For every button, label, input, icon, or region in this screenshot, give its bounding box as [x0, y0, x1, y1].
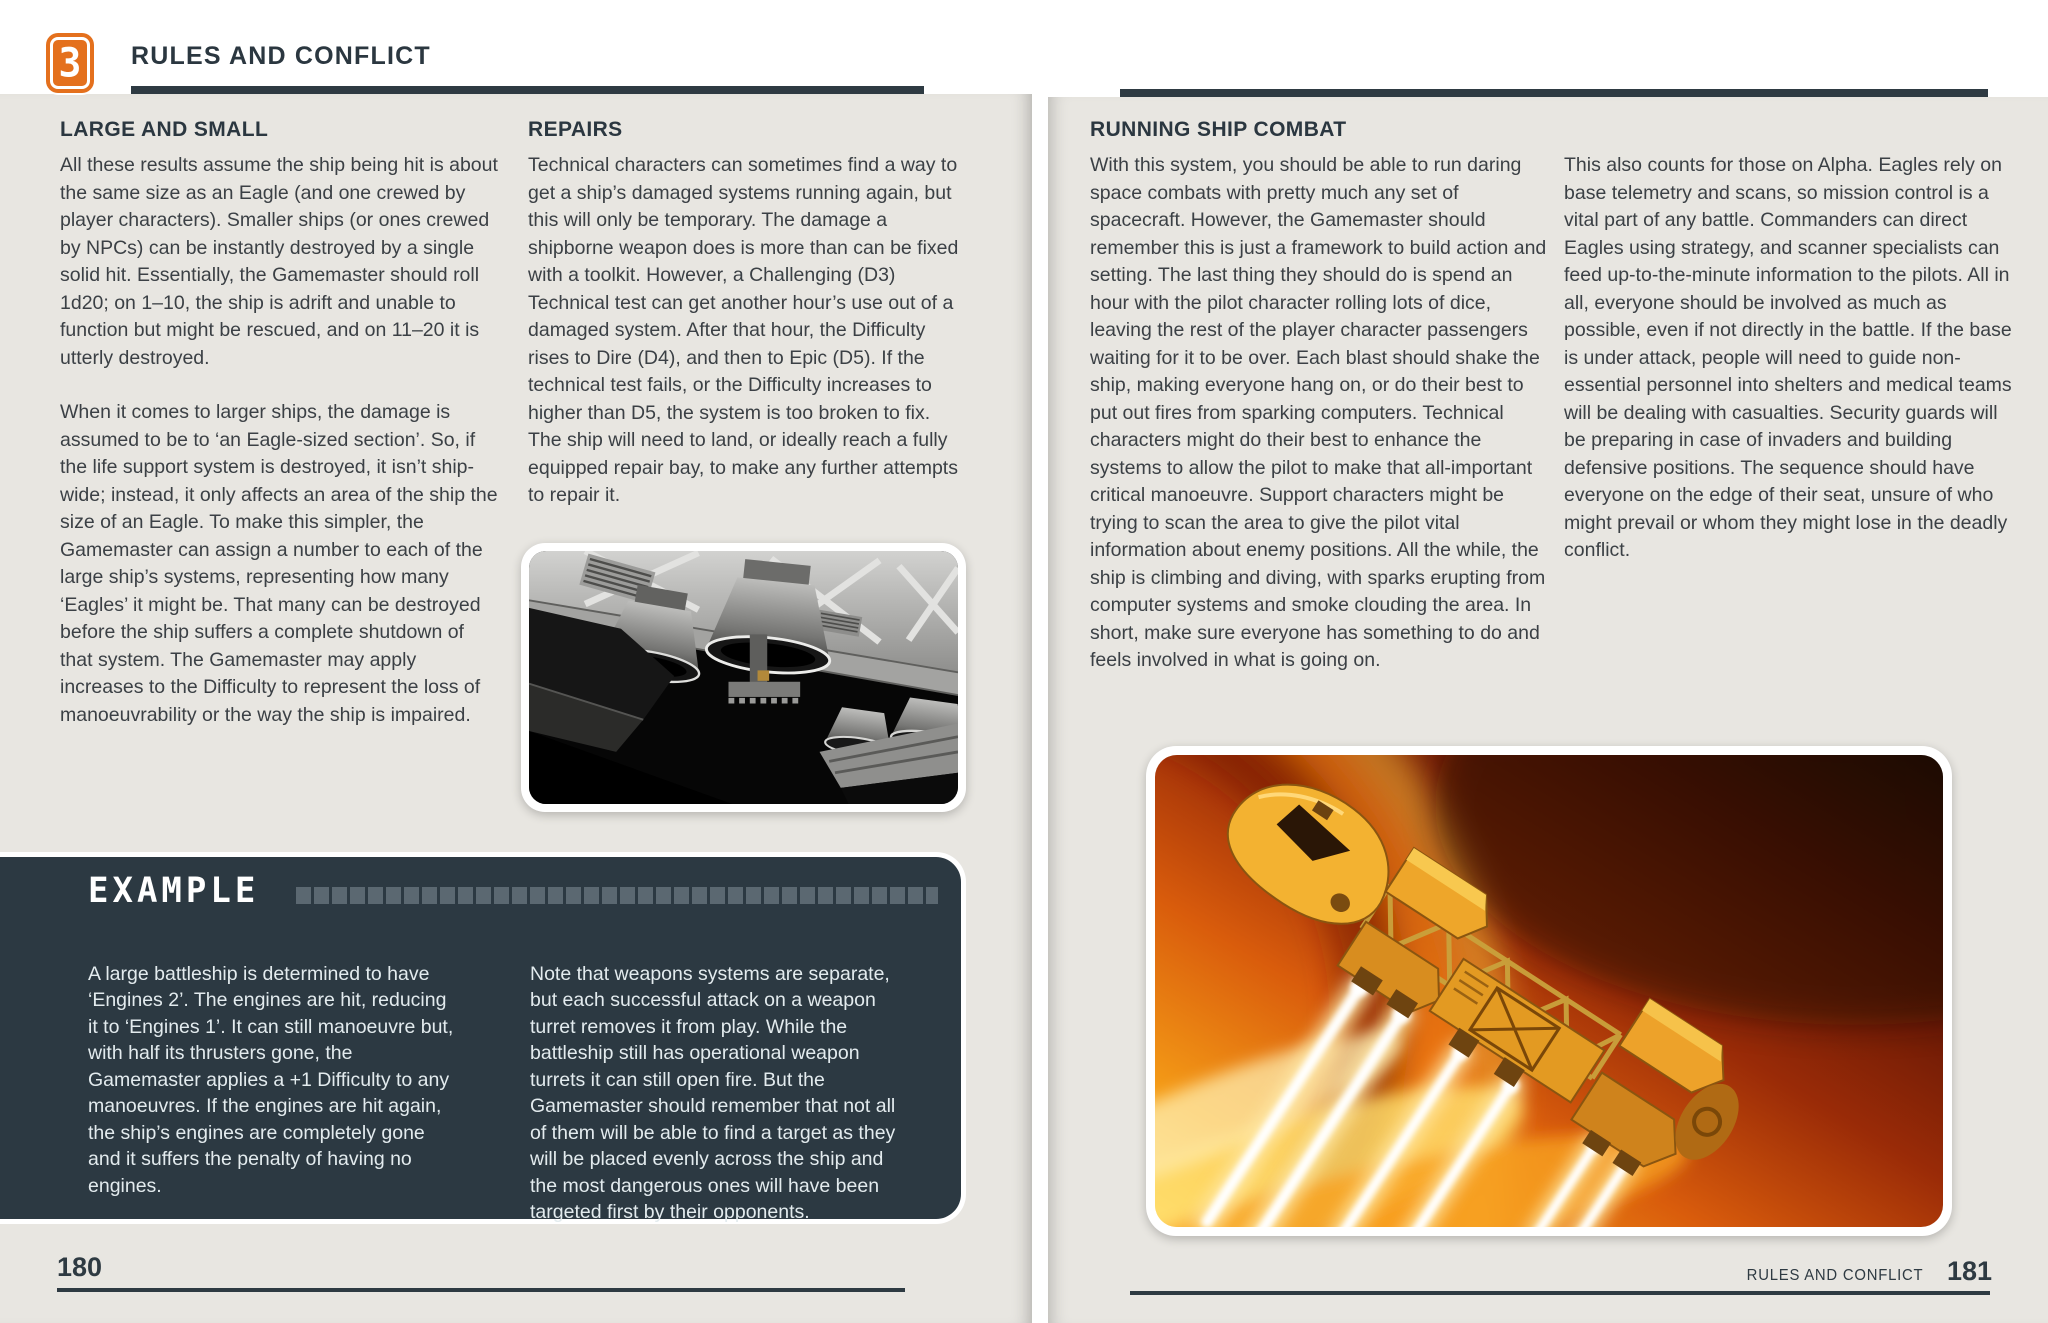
page-number-right: 181	[1946, 1256, 1992, 1286]
section-heading: LARGE AND SMALL	[60, 118, 269, 141]
footer-rule-left	[57, 1288, 905, 1292]
paragraph: With this system, you should be able to run daring space combats with pretty much any set of spacecraft. However, the Gamemaster should remember this is just a framework to build action and setting. The last thing they should do is spend an hour with the pilot character rolling lots of dice, leaving the rest of the player character passengers waiting for it to be over. Each blast should shake the ship, making everyone hang on, or do their best to put out fires from sparking computers. Technical characters might do their best to enhance the systems to allow the pilot to make that all-important critical manoeuvre. Support characters might be trying to scan the area to give the pilot vital information about enemy positions. All the while, the ship is climbing and diving, with sparks erupting from computer systems and smoke clouding the area. In short, make sure everyone has something to do and feels involved in what is going on.	[1090, 154, 1547, 671]
example-paragraph: Note that weapons systems are separate, but each successful attack on a weapon turret removes it from play. While the battleship still has operational weapon turrets it can still open fire. But the Gamemaster should remember that not all of them will be able to find a target as they will be placed evenly across the ship and the most dangerous ones will have been targeted first by their opponents.	[530, 962, 896, 1223]
example-paragraph: A large battleship is determined to have ‘Engines 2’. The engines are hit, reducing it to ‘Engines 1’. It can still manoeuvre but, with half its thrusters gone, the Gamemaster applies a +1 Difficulty to any manoeuvres. If the engines are hit again, the ship’s engines are completely gone and it suffers the penalty of having no engines.	[88, 962, 454, 1197]
header-rule-right	[1120, 89, 1988, 97]
chapter-title: RULES AND CONFLICT	[131, 42, 431, 70]
eagle-spacecraft-illustration-inner	[1155, 755, 1943, 1227]
section-continuation	[1564, 152, 2016, 565]
paragraph: This also counts for those on Alpha. Eagles rely on base telemetry and scans, so mission control is a vital part of any battle. Commanders can direct Eagles using strategy, and scanner specialists can feed up-to-the-minute information to the pilots. All in all, everyone should be involved as much as possible, even if not directly in the battle. If the base is under attack, people will need to guide non-essential personnel into shelters and medical teams will be dealing with casualties. Security guards will be preparing in case of invaders and building defensive positions. The sequence should have everyone on the edge of their seat, unsure of who might prevail or whom they might lose in the deadly conflict.	[1564, 154, 2012, 561]
section-heading: REPAIRS	[528, 118, 623, 141]
eagle-illustration	[1155, 755, 1943, 1227]
chapter-number-badge	[46, 33, 94, 93]
footer-right	[1530, 1256, 1992, 1287]
chapter-number: 3	[58, 39, 82, 87]
section-repairs	[528, 118, 968, 510]
footer-chapter-label: RULES AND CONFLICT	[1746, 1267, 1924, 1284]
eagle-spacecraft-illustration	[1146, 746, 1952, 1236]
example-box	[0, 852, 966, 1224]
example-title: EXAMPLE	[88, 870, 260, 912]
example-title-squares-decoration	[296, 887, 938, 904]
section-large-and-small	[60, 118, 500, 729]
paragraph: All these results assume the ship being hit is about the same size as an Eagle (and one crewed by player characters). Smaller ships (or ones crewed by NPCs) can be instantly destroyed by a single solid hit. Essentially, the Gamemaster should roll 1d20; on 1–10, the ship is adrift and unable to function but might be rescued, and on 11–20 it is utterly destroyed.	[60, 154, 498, 369]
paragraph: When it comes to larger ships, the damage is assumed to be to ‘an Eagle-sized section’. So, if the life support system is destroyed, it isn’t ship-wide; instead, it only affects an area of the ship the size of an Eagle. To make this simpler, the Gamemaster can assign a number to each of the large ship’s systems, representing how many ‘Eagles’ it might be. That many can be destroyed before the ship suffers a complete shutdown of that system. The Gamemaster may apply increases to the Difficulty to represent the loss of manoeuvrability or the way the ship is impaired.	[60, 401, 498, 726]
eagle-thrusters-photo-inner	[529, 551, 958, 804]
header-rule-left	[131, 86, 924, 94]
thrusters-illustration	[529, 551, 958, 804]
section-running-ship-combat	[1090, 118, 1550, 675]
page-number-left: 180	[57, 1252, 103, 1282]
footer-rule-right	[1130, 1291, 1990, 1295]
paragraph: Technical characters can sometimes find a way to get a ship’s damaged systems running again, but this will only be temporary. The damage a shipborne weapon does is more than can be fixed with a toolkit. However, a Challenging (D3) Technical test can get another hour’s use out of a damaged system. After that hour, the Difficulty rises to Dire (D4), and then to Epic (D5). If the technical test fails, or the Difficulty increases to higher than D5, the system is too broken to fix. The ship will need to land, or ideally reach a fully equipped repair bay, to make any further attempts to repair it.	[528, 154, 959, 506]
eagle-thrusters-photo	[521, 543, 966, 812]
section-heading: RUNNING SHIP COMBAT	[1090, 118, 1347, 141]
